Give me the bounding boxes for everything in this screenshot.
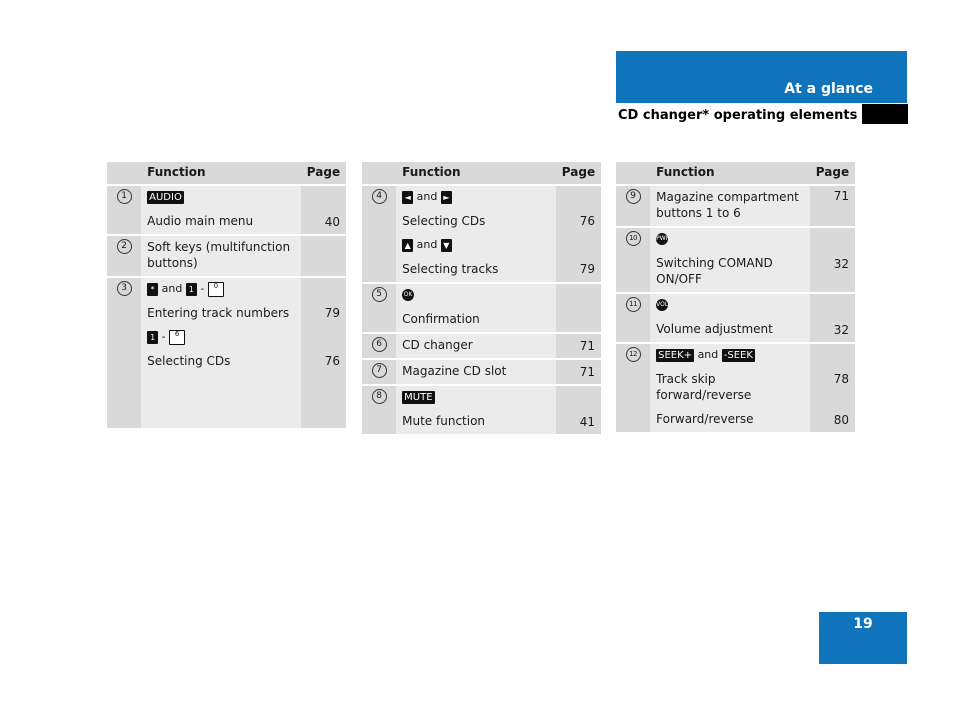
page-ref: 80	[833, 413, 849, 427]
page-ref	[556, 283, 601, 333]
number-key-icon: 1	[186, 283, 197, 296]
page-ref: 32	[810, 293, 855, 343]
col-num-header	[362, 162, 396, 185]
callout-number: 6	[372, 337, 387, 352]
function-text: Selecting tracks	[402, 262, 499, 276]
function-text: Confirmation	[402, 312, 480, 326]
page-ref: 71	[556, 359, 601, 385]
page-ref	[301, 235, 346, 277]
page-ref: 76	[579, 214, 595, 228]
col-num-header	[107, 162, 141, 185]
section-header-bar	[616, 51, 907, 103]
table-row	[362, 385, 601, 434]
callout-number: 11	[626, 297, 641, 312]
volume-knob-icon: VOL	[656, 299, 668, 311]
star-key-icon: *	[147, 283, 158, 296]
callout-number: 3	[117, 281, 132, 296]
col-function-header: Function	[650, 162, 810, 185]
table-row: 4 ◄ and ► Selecting CDs ▲ and ▼ Selecting tracks 76 79	[362, 185, 601, 283]
col-function-header: Function	[141, 162, 301, 185]
callout-number: 9	[626, 189, 641, 204]
page-ref: 76	[324, 354, 340, 368]
page-ref: 41	[556, 385, 601, 434]
function-table-3	[616, 162, 855, 432]
callout-number: 5	[372, 287, 387, 302]
page-ref: 40	[301, 185, 346, 235]
page-ref: 32	[810, 227, 855, 293]
function-table-1	[107, 162, 346, 428]
callout-number: 12	[626, 347, 641, 362]
function-text: Forward/reverse	[656, 412, 754, 426]
table-row	[616, 185, 855, 227]
page-ref: 71	[556, 333, 601, 359]
page-number-box	[819, 612, 907, 664]
table-row: 3 * and 1 - 0 Entering track numbers 1 - 6 Selecting CDs 79 76	[107, 277, 346, 428]
function-table-2	[362, 162, 601, 434]
table-row: 12 SEEK+ and -SEEK Track skip forward/reverse Forward/reverse 78 80	[616, 343, 855, 432]
up-arrow-key-icon: ▲	[402, 239, 413, 252]
callout-number: 8	[372, 389, 387, 404]
seek-backward-key-icon: -SEEK	[723, 349, 753, 361]
function-text: Soft keys (multifunction buttons)	[147, 240, 291, 270]
number-key-icon: 1	[147, 331, 158, 344]
function-text: Audio main menu	[147, 214, 254, 228]
function-text: Magazine CD slot	[402, 364, 507, 378]
page-subtitle: CD changer* operating elements	[618, 108, 858, 123]
function-text: Mute function	[402, 414, 486, 428]
right-arrow-key-icon: ►	[441, 191, 452, 204]
table-row	[362, 359, 601, 385]
power-button-icon: PWR	[656, 233, 668, 245]
ok-button-icon: OK	[402, 289, 414, 301]
col-page-header: Page	[301, 162, 346, 185]
function-text: Entering track numbers	[147, 306, 290, 320]
table-row	[616, 227, 855, 293]
page-ref: 78	[833, 372, 849, 386]
left-arrow-key-icon: ◄	[402, 191, 413, 204]
callout-number: 7	[372, 363, 387, 378]
page-ref: 79	[579, 262, 595, 276]
col-page-header: Page	[810, 162, 855, 185]
function-text: CD changer	[402, 338, 473, 352]
seek-forward-key-icon: SEEK+	[658, 349, 693, 361]
callout-number: 10	[626, 231, 641, 246]
table-row	[107, 235, 346, 277]
number-key-icon: 6	[169, 330, 185, 345]
table-row	[362, 333, 601, 359]
page-ref: 79	[324, 306, 340, 320]
callout-number: 4	[372, 189, 387, 204]
table-row	[107, 185, 346, 235]
page-number: 19	[853, 616, 873, 632]
function-text: Track skip forward/reverse	[656, 372, 752, 402]
function-text: Volume adjustment	[656, 322, 773, 336]
subtitle-marker	[862, 104, 908, 124]
mute-key-icon: MUTE	[404, 391, 433, 403]
function-text: Selecting CDs	[402, 214, 486, 228]
table-row	[362, 283, 601, 333]
callout-number: 2	[117, 239, 132, 254]
number-key-icon: 0	[208, 282, 224, 297]
col-num-header	[616, 162, 650, 185]
callout-number: 1	[117, 189, 132, 204]
function-text: Switching COMAND ON/OFF	[656, 256, 773, 286]
table-row	[616, 293, 855, 343]
audio-key-icon: AUDIO	[149, 191, 182, 203]
section-title: At a glance	[784, 81, 873, 97]
down-arrow-key-icon: ▼	[441, 239, 452, 252]
function-text: Selecting CDs	[147, 354, 231, 368]
col-page-header: Page	[556, 162, 601, 185]
col-function-header: Function	[396, 162, 556, 185]
function-text: Magazine compartment buttons 1 to 6	[656, 190, 799, 220]
page-ref: 71	[810, 185, 855, 227]
